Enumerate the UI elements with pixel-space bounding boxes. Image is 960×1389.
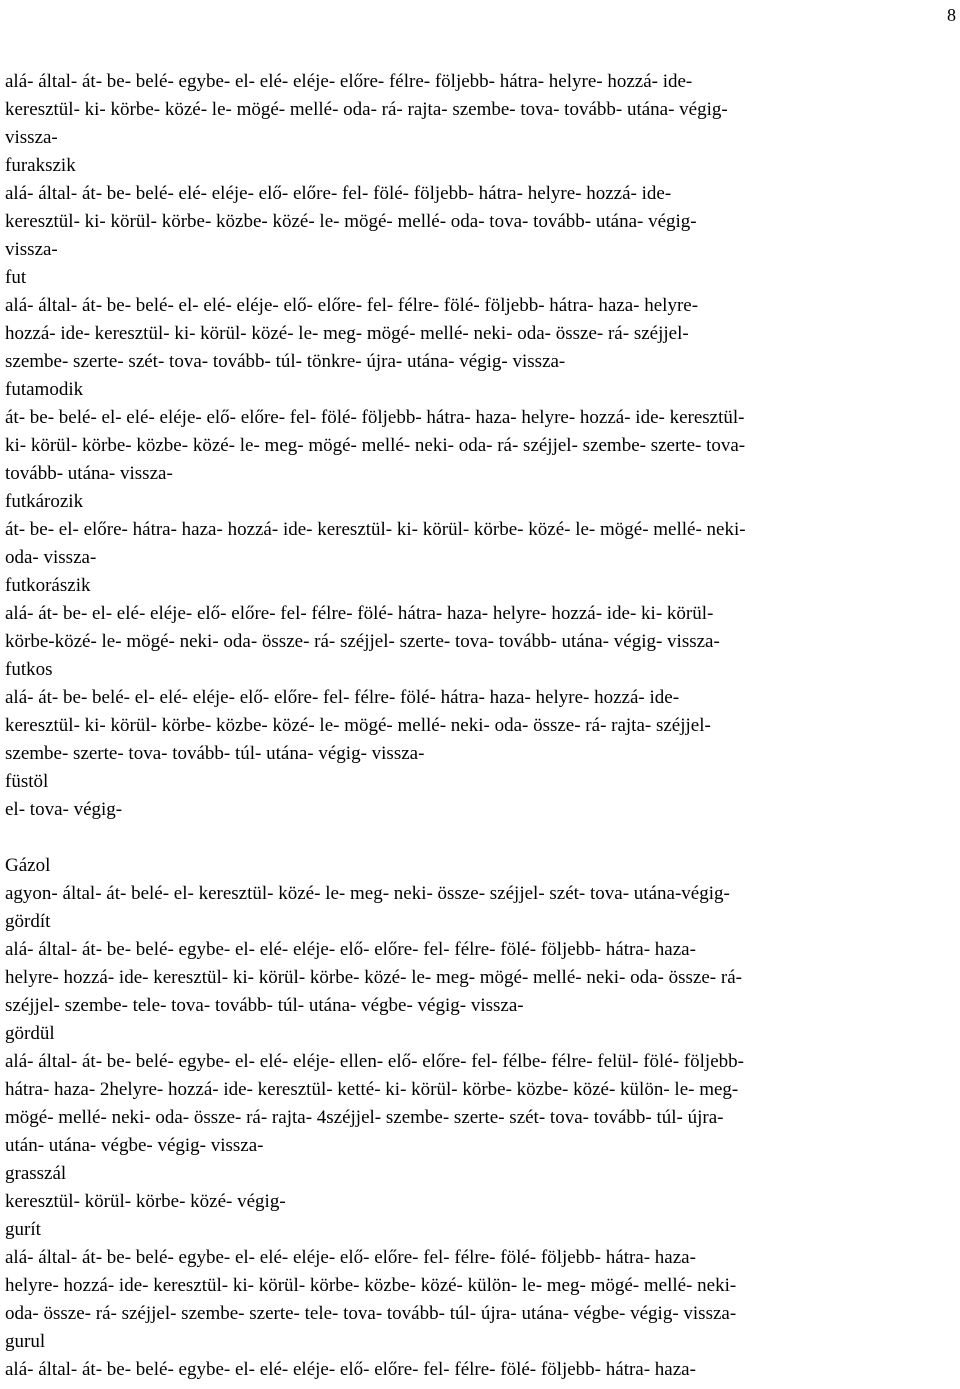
text-line: oda- vissza- [5,547,97,568]
text-line: alá- át- be- el- elé- eléje- elő- előre- fel- félre- fölé- hátra- haza- helyre- hozzá- ide- ki- körül- [5,603,714,624]
text-line: gördül [5,1023,55,1044]
text-line: keresztül- ki- körbe- közé- le- mögé- mellé- oda- rá- rajta- szembe- tova- tovább- utána- végig- [5,99,728,120]
text-line: helyre- hozzá- ide- keresztül- ki- körül- körbe- közbe- közé- külön- le- meg- mögé- mellé- neki- [5,1275,737,1296]
text-line: furakszik [5,155,76,176]
text-line: át- be- belé- el- elé- eléje- elő- előre- fel- fölé- följebb- hátra- haza- helyre- hozzá- ide- keresztül- [5,407,745,428]
text-line: keresztül- ki- körül- körbe- közbe- közé- le- mögé- mellé- oda- tova- tovább- utána- végig- [5,211,697,232]
text-line: grasszál [5,1163,67,1184]
text-line: alá- át- be- belé- el- elé- eléje- elő- előre- fel- félre- fölé- hátra- haza- helyre- hozzá- ide- [5,687,680,708]
text-line: hátra- haza- 2helyre- hozzá- ide- keresztül- ketté- ki- körül- körbe- közbe- közé- külön- le- meg- [5,1079,739,1100]
text-line: alá- által- át- be- belé- elé- eléje- elő- előre- fel- fölé- följebb- hátra- helyre- hozzá- ide- [5,183,672,204]
text-line: gördít [5,911,51,932]
text-line: tovább- utána- vissza- [5,463,173,484]
text-line: futkos [5,659,53,680]
text-line: hozzá- ide- keresztül- ki- körül- közé- le- meg- mögé- mellé- neki- oda- össze- rá- széjjel- [5,323,689,344]
text-line: mögé- mellé- neki- oda- össze- rá- rajta- 4széjjel- szembe- szerte- szét- tova- tovább- túl- újra- [5,1107,724,1128]
text-line: alá- által- át- be- belé- egybe- el- elé- eléje- előre- félre- följebb- hátra- helyre- hozzá- ide- [5,71,693,92]
text-line: agyon- által- át- belé- el- keresztül- közé- le- meg- neki- össze- széjjel- szét- tova- utána-végig- [5,883,730,904]
page-number: 8 [947,5,956,25]
text-line: oda- össze- rá- széjjel- szembe- szerte- tele- tova- tovább- túl- újra- utána- végbe- végig- vissza- [5,1303,737,1324]
text-line: futkorászik [5,575,91,596]
text-line: vissza- [5,127,58,148]
text-line: alá- által- át- be- belé- egybe- el- elé- eléje- elő- előre- fel- félre- fölé- följebb- hátra- haza- [5,939,696,960]
text-line: át- be- el- előre- hátra- haza- hozzá- ide- keresztül- ki- körül- körbe- közé- le- mögé- mellé- neki- [5,519,746,540]
text-line: alá- által- át- be- belé- egybe- el- elé- eléje- elő- előre- fel- félre- fölé- följebb- hátra- haza- [5,1247,696,1268]
text-line: ki- körül- körbe- közbe- közé- le- meg- mögé- mellé- neki- oda- rá- széjjel- szembe- szerte- tova- [5,435,746,456]
text-line: körbe-közé- le- mögé- neki- oda- össze- rá- széjjel- szerte- tova- tovább- utána- végig- vissza- [5,631,720,652]
text-line: el- tova- végig- [5,799,123,820]
text-line: alá- által- át- be- belé- el- elé- eléje- elő- előre- fel- félre- fölé- följebb- hátra- haza- helyre- [5,295,699,316]
document-body [5,68,949,1384]
text-line: után- utána- végbe- végig- vissza- [5,1135,264,1156]
text-line: fut [5,267,27,288]
text-line: futamodik [5,379,84,400]
text-line: alá- által- át- be- belé- egybe- el- elé- eléje- ellen- elő- előre- fel- félbe- félre- felül- fölé- följebb- [5,1051,744,1072]
text-line: szembe- szerte- szét- tova- tovább- túl- tönkre- újra- utána- végig- vissza- [5,351,566,372]
text-line: Gázol [5,855,51,876]
text-line: keresztül- ki- körül- körbe- közbe- közé- le- mögé- mellé- neki- oda- össze- rá- rajta- széjjel- [5,715,711,736]
text-line: futkározik [5,491,84,512]
text-line: vissza- [5,239,58,260]
text-line: gurul [5,1331,46,1352]
text-line: keresztül- körül- körbe- közé- végig- [5,1191,286,1212]
text-line: szembe- szerte- tova- tovább- túl- utána- végig- vissza- [5,743,425,764]
text-line: gurít [5,1219,41,1240]
text-line: füstöl [5,771,49,792]
text-line: széjjel- szembe- tele- tova- tovább- túl- utána- végbe- végig- vissza- [5,995,524,1016]
blank-line [5,824,949,852]
text-line: helyre- hozzá- ide- keresztül- ki- körül- körbe- közé- le- meg- mögé- mellé- neki- oda- össze- rá- [5,967,742,988]
text-line: alá- által- át- be- belé- egybe- el- elé- eléje- elő- előre- fel- félre- fölé- följebb- hátra- haza- [5,1359,696,1380]
